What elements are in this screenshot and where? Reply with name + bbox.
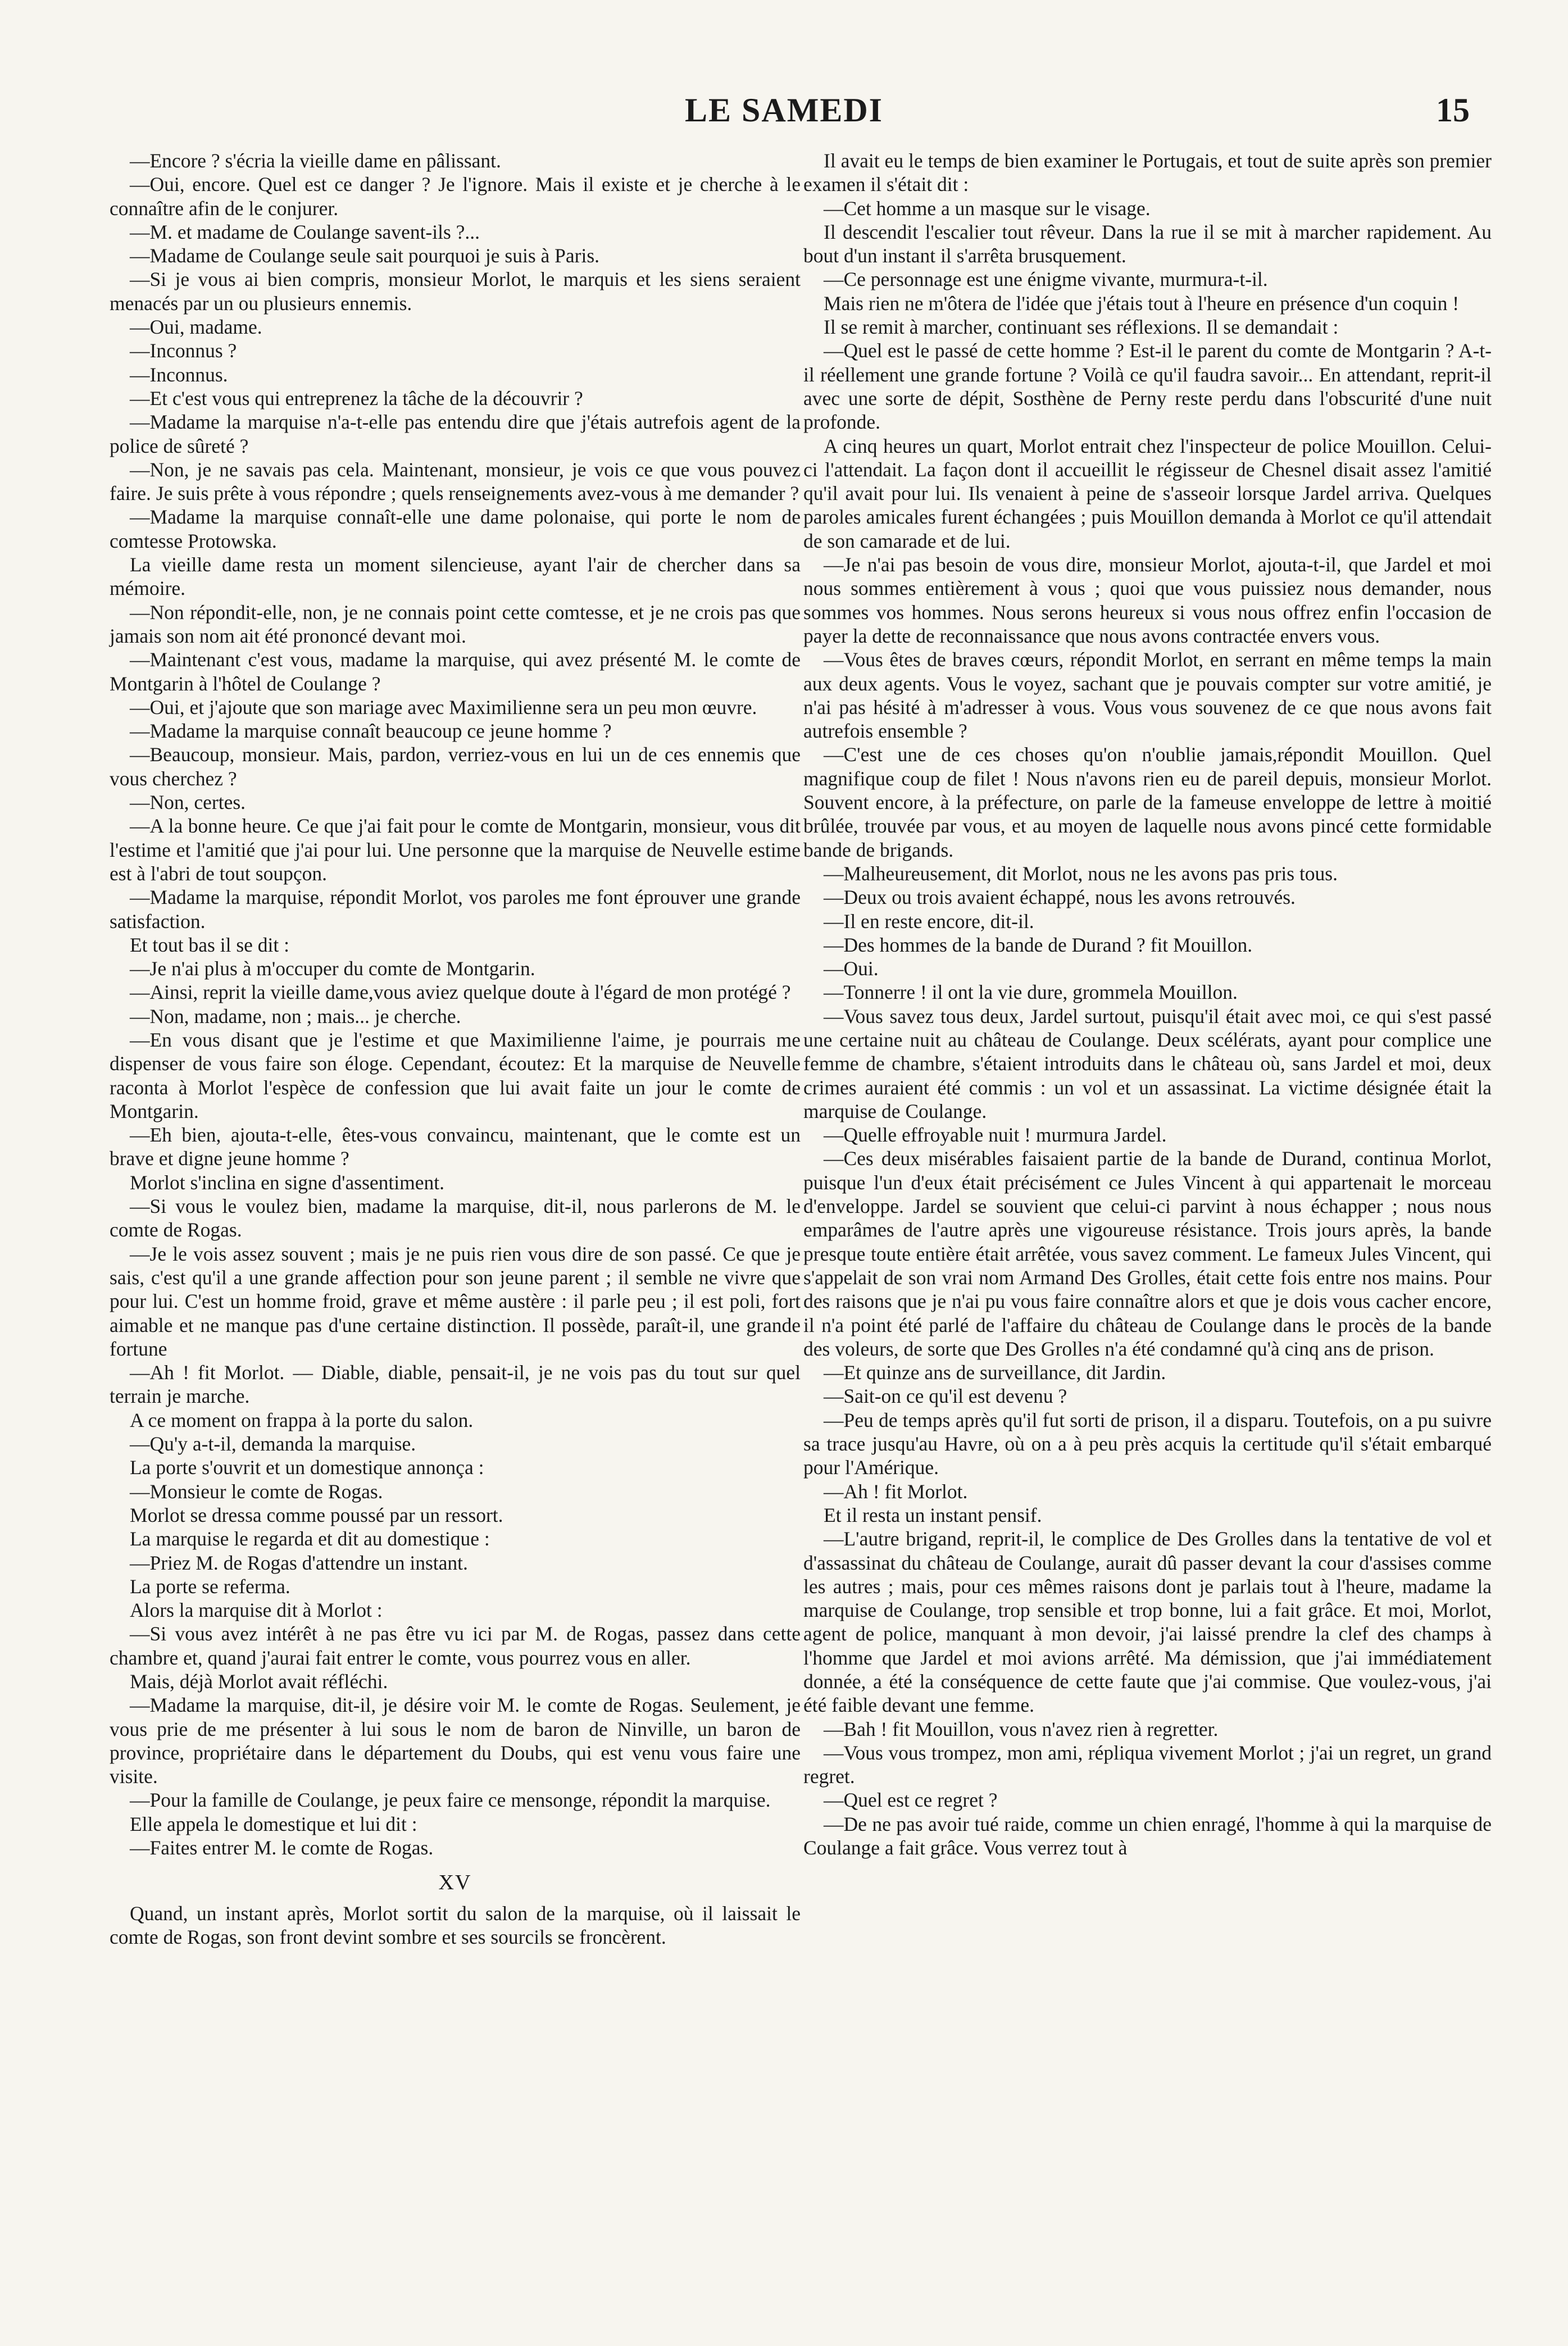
paragraph: —Des hommes de la bande de Durand ? fit Mouillon. [824,933,1253,956]
paragraph: Et tout bas il se dit : [130,933,289,956]
paragraph: Il avait eu le temps de bien examiner le Portugais, et tout de suite après son premier examen il s'était dit : [803,149,1492,196]
paragraph: Morlot s'inclina en signe d'assentiment. [130,1171,444,1194]
paragraph: Morlot se dressa comme poussé par un ressort. [130,1503,503,1526]
paragraph: —Non, certes. [130,791,246,814]
running-header [0,84,1568,135]
paragraph: —Quel est le passé de cette homme ? Est-il le parent du comte de Montgarin ? A-t-il réellement une grande fortune ? Voilà ce qu'il faudra savoir... En attendant, reprit-il avec une sorte de dépit, Sosthène de Perny reste perdu dans l'obscurité d'une nuit profonde. [803,339,1492,434]
left-column [110,149,801,1949]
paragraph: —Il en reste encore, dit-il. [824,910,1034,933]
paragraph: —Et c'est vous qui entreprenez la tâche de la découvrir ? [130,387,583,410]
paragraph: —Ah ! fit Morlot. — Diable, diable, pensait-il, je ne vois pas du tout sur quel terrain je marche. [110,1361,801,1408]
paragraph: —Oui, madame. [130,316,262,339]
paragraph: —Je n'ai plus à m'occuper du comte de Montgarin. [130,957,535,980]
paragraph: —Madame de Coulange seule sait pourquoi je suis à Paris. [130,244,600,267]
paragraph: Elle appela le domestique et lui dit : [130,1812,417,1835]
paragraph: —Ce personnage est une énigme vivante, murmura-t-il. [824,268,1268,291]
left-column-text-after-chapter [110,1902,801,1949]
paragraph: —Je n'ai pas besoin de vous dire, monsieur Morlot, ajouta-t-il, que Jardel et moi nous sommes entièrement à vous ; quoi que vous puissiez nous demander, nous sommes vos hommes. Nous serons heureux si vous nous offrez enfin l'occasion de payer la dette de reconnaissance que nous avons contractée envers vous. [803,553,1492,647]
paragraph: —Tonnerre ! il ont la vie dure, grommela Mouillon. [824,981,1238,1004]
paragraph: —Encore ? s'écria la vieille dame en pâlissant. [130,149,501,172]
paragraph: —Vous vous trompez, mon ami, répliqua vivement Morlot ; j'ai un regret, un grand regret. [803,1741,1492,1788]
paragraph: —Je le vois assez souvent ; mais je ne puis rien vous dire de son passé. Ce que je sais, c'est qu'il a une grande affection pour son jeune parent ; il semble ne vivre que pour lui. C'est un homme froid, grave et même austère : il parle peu ; il est poli, fort aimable et ne manque pas d'une certaine distinction. Il possède, paraît-il, une grande fortune [110,1242,801,1360]
paragraph: Mais, déjà Morlot avait réfléchi. [130,1670,388,1693]
paragraph: —Malheureusement, dit Morlot, nous ne les avons pas pris tous. [824,862,1338,885]
paragraph: —Deux ou trois avaient échappé, nous les avons retrouvés. [824,886,1296,909]
paragraph: La marquise le regarda et dit au domestique : [130,1527,490,1551]
paragraph: —Faites entrer M. le comte de Rogas. [130,1836,434,1859]
paragraph: —Peu de temps après qu'il fut sorti de prison, il a disparu. Toutefois, on a pu suivre sa trace jusqu'au Havre, où on a à peu près acquis la certitude qu'il s'était embarqué pour l'Amérique. [803,1408,1492,1479]
left-column-text [110,149,801,1859]
paragraph: —Vous savez tous deux, Jardel surtout, puisqu'il était avec moi, ce qui s'est passé une certaine nuit au château de Coulange. Deux scélérats, ayant pour complice une femme de chambre, s'étaient introduits dans le château où, sans Jardel et moi, deux crimes auraient été commis : un vol et un assassinat. La victime désignée était la marquise de Coulange. [803,1004,1492,1122]
paragraph: —Ah ! fit Morlot. [824,1480,968,1503]
paragraph: —Quel est ce regret ? [824,1789,998,1812]
paragraph: —Beaucoup, monsieur. Mais, pardon, verriez-vous en lui un de ces ennemis que vous cherchez ? [110,743,801,790]
magazine-title: LE SAMEDI [684,92,884,129]
paragraph: —Madame la marquise connaît-elle une dame polonaise, qui porte le nom de comtesse Protowska. [110,506,801,552]
paragraph: La vieille dame resta un moment silencieuse, ayant l'air de chercher dans sa mémoire. [110,553,801,600]
paragraph: —Qu'y a-t-il, demanda la marquise. [130,1433,416,1456]
paragraph: —Madame la marquise connaît beaucoup ce jeune homme ? [130,720,612,743]
paragraph: —Cet homme a un masque sur le visage. [824,197,1151,220]
right-column [803,149,1492,1859]
paragraph: —A la bonne heure. Ce que j'ai fait pour le comte de Montgarin, monsieur, vous dit l'estime et l'amitié que j'ai pour lui. Une personne que la marquise de Neuvelle estime est à l'abri de tout soupçon. [110,815,801,885]
paragraph: Il se remit à marcher, continuant ses réflexions. Il se demandait : [824,316,1339,339]
paragraph: A ce moment on frappa à la porte du salon. [130,1408,474,1431]
paragraph: —C'est une de ces choses qu'on n'oublie jamais,répondit Mouillon. Quel magnifique coup de filet ! Nous n'avons rien eu de pareil depuis, monsieur Morlot. Souvent encore, à la préfecture, on parle de la fameuse enveloppe de lettre à moitié brûlée, trouvée par vous, et au moyen de laquelle nous avons pincé cette formidable bande de brigands. [803,743,1492,861]
paragraph: Quand, un instant après, Morlot sortit du salon de la marquise, où il laissait le comte de Rogas, son front devint sombre et ses sourcils se froncèrent. [110,1902,801,1948]
paragraph: —Madame la marquise n'a-t-elle pas entendu dire que j'étais autrefois agent de la police de sûreté ? [110,411,801,457]
paragraph: —L'autre brigand, reprit-il, le complice de Des Grolles dans la tentative de vol et d'assassinat du château de Coulange, aurait dû passer devant la cour d'assises comme les autres ; mais, pour ces mêmes raisons dont je parlais tout à l'heure, madame la marquise de Coulange, trop sensible et trop bonne, lui a fait grâce. Et moi, Morlot, agent de police, manquant à mon devoir, j'ai laissé prendre la clef des champs à l'homme que Jardel et moi avions arrêté. Ma démission, que j'ai immédiatement donnée, a été la conséquence de cette faute que j'ai commise. Que voulez-vous, j'ai été faible devant une femme. [803,1527,1492,1717]
paragraph: —Et quinze ans de surveillance, dit Jardin. [824,1361,1166,1384]
paragraph: —Oui, et j'ajoute que son mariage avec Maximilienne sera un peu mon œuvre. [130,695,757,719]
page-number: 15 [1436,92,1470,129]
paragraph: —Eh bien, ajouta-t-elle, êtes-vous convaincu, maintenant, que le comte est un brave et digne jeune homme ? [110,1124,801,1170]
paragraph: —Sait-on ce qu'il est devenu ? [824,1385,1067,1408]
paragraph: —Si je vous ai bien compris, monsieur Morlot, le marquis et les siens seraient menacés par un ou plusieurs ennemis. [110,268,801,315]
paragraph: —Oui, encore. Quel est ce danger ? Je l'ignore. Mais il existe et je cherche à le connaître afin de le conjurer. [110,173,801,220]
paragraph: La porte s'ouvrit et un domestique annonça : [130,1456,484,1479]
paragraph: —Priez M. de Rogas d'attendre un instant. [130,1551,468,1574]
paragraph: —En vous disant que je l'estime et que Maximilienne l'aime, je pourrais me dispenser de vous faire son éloge. Cependant, écoutez: Et la marquise de Neuvelle raconta à Morlot l'espèce de confession que lui avait faite un jour le comte de Montgarin. [110,1028,801,1122]
paragraph: —Inconnus ? [130,339,237,362]
paragraph: —M. et madame de Coulange savent-ils ?... [130,220,480,243]
paragraph: —Madame la marquise, répondit Morlot, vos paroles me font éprouver une grande satisfaction. [110,886,801,933]
paragraph: —Non, madame, non ; mais... je cherche. [130,1004,461,1027]
paragraph: Et il resta un instant pensif. [824,1503,1042,1526]
paragraph: La porte se referma. [130,1575,290,1598]
paragraph: —Quelle effroyable nuit ! murmura Jardel. [824,1124,1167,1147]
paragraph: Alors la marquise dit à Morlot : [130,1599,383,1622]
paragraph: —De ne pas avoir tué raide, comme un chien enragé, l'homme à qui la marquise de Coulange a fait grâce. Vous verrez tout à [803,1812,1492,1859]
paragraph: Il descendit l'escalier tout rêveur. Dans la rue il se mit à marcher rapidement. Au bout d'un instant il s'arrêta brusquement. [803,220,1492,267]
paragraph: —Maintenant c'est vous, madame la marquise, qui avez présenté M. le comte de Montgarin à l'hôtel de Coulange ? [110,648,801,695]
paragraph: —Si vous avez intérêt à ne pas être vu ici par M. de Rogas, passez dans cette chambre et, quand j'aurai fait entrer le comte, vous pourrez vous en aller. [110,1622,801,1669]
paragraph: —Non répondit-elle, non, je ne connais point cette comtesse, et je ne crois pas que jamais son nom ait été prononcé devant moi. [110,601,801,647]
paragraph: —Ces deux misérables faisaient partie de la bande de Durand, continua Morlot, puisque l'un d'eux était précisément ce Jules Vincent à qui appartenait le morceau d'enveloppe. Jardel se souvient que celui-ci parvint à nous échapper ; nous nous emparâmes de l'autre après une vigoureuse résistance. Trois jours après, la bande presque toute entière était arrêtée, vous savez comment. Le fameux Jules Vincent, qui s'appelait de son vrai nom Armand Des Grolles, était cette fois entre nos mains. Pour des raisons que je n'ai pu vous faire connaître alors et que je dois vous cacher encore, il n'a point été parlé de l'affaire du château de Coulange dans le procès de la bande des voleurs, de sorte que Des Grolles n'a été condamné qu'à cinq ans de prison. [803,1147,1492,1360]
paragraph: —Si vous le voulez bien, madame la marquise, dit-il, nous parlerons de M. le comte de Rogas. [110,1195,801,1242]
paragraph: —Monsieur le comte de Rogas. [130,1480,383,1503]
paragraph: —Vous êtes de braves cœurs, répondit Morlot, en serrant en même temps la main aux deux agents. Vous le voyez, sachant que je pouvais compter sur votre amitié, je n'ai pas hésité à m'adresser à vous. Vous vous souvenez de ce que nous avons fait autrefois ensemble ? [803,648,1492,743]
paragraph: —Bah ! fit Mouillon, vous n'avez rien à regretter. [824,1717,1219,1740]
paragraph: —Inconnus. [130,363,228,386]
chapter-heading: XV [438,1871,472,1895]
paragraph: —Ainsi, reprit la vieille dame,vous aviez quelque doute à l'égard de mon protégé ? [130,981,791,1004]
paragraph: —Madame la marquise, dit-il, je désire voir M. le comte de Rogas. Seulement, je vous prie de me présenter à lui sous le nom de baron de Ninville, un baron de province, propriétaire dans le département du Doubs, qui est venu vous faire une visite. [110,1694,801,1788]
paragraph: —Non, je ne savais pas cela. Maintenant, monsieur, je vois ce que vous pouvez faire. Je suis prête à vous répondre ; quels renseignements avez-vous à me demander ? [110,458,801,505]
paragraph: —Pour la famille de Coulange, je peux faire ce mensonge, répondit la marquise. [130,1789,771,1812]
paragraph: Mais rien ne m'ôtera de l'idée que j'étais tout à l'heure en présence d'un coquin ! [824,292,1460,315]
paragraph: A cinq heures un quart, Morlot entrait chez l'inspecteur de police Mouillon. Celui-ci l'attendait. La façon dont il accueillit le régisseur de Chesnel disait assez l'amitié qu'il avait pour lui. Ils venaient à peine de s'asseoir lorsque Jardel arriva. Quelques paroles amicales furent échangées ; puis Mouillon demanda à Morlot ce qu'il attendait de son camarade et de lui. [803,434,1492,552]
paragraph: —Oui. [824,957,879,980]
right-column-text [803,149,1492,1859]
